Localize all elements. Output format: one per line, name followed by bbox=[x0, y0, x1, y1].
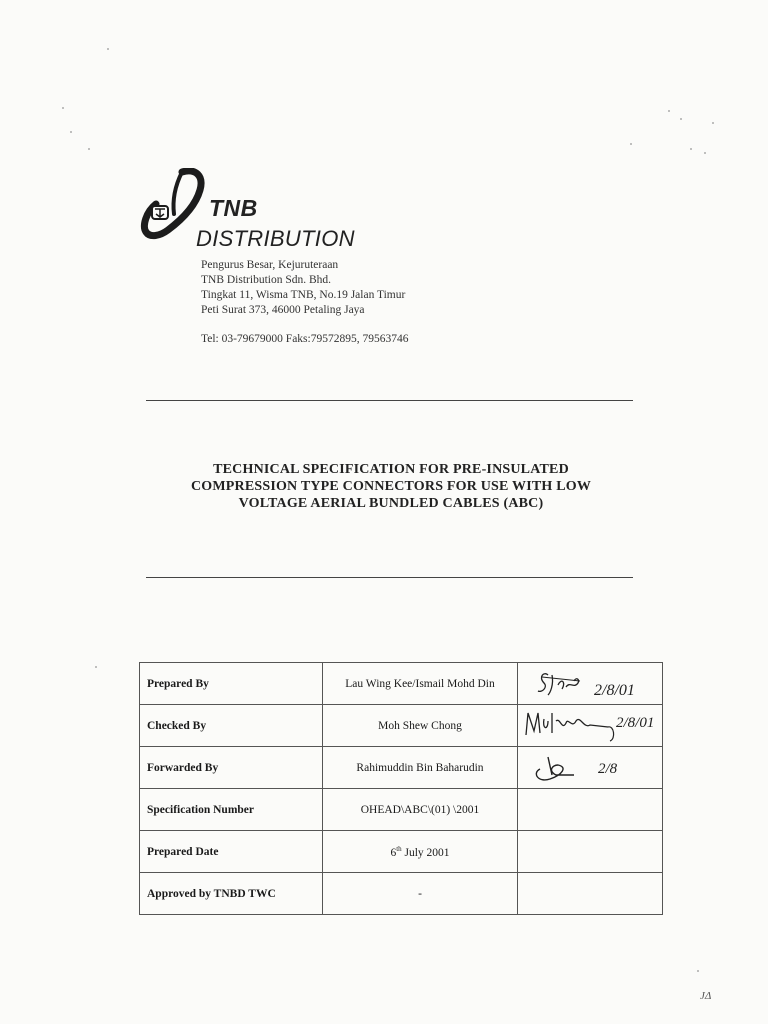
scan-speck bbox=[630, 143, 632, 145]
row-label: Checked By bbox=[140, 705, 323, 747]
address-line: Pengurus Besar, Kejuruteraan bbox=[201, 259, 339, 271]
table-row bbox=[140, 663, 663, 705]
signature-cell bbox=[518, 873, 663, 915]
table-row bbox=[140, 789, 663, 831]
date-day: 6 bbox=[390, 846, 397, 859]
signature-image bbox=[518, 663, 662, 704]
table-row bbox=[140, 873, 663, 915]
address-block bbox=[201, 258, 405, 318]
signature-image bbox=[518, 705, 662, 746]
signature-date: 2/8 bbox=[598, 761, 618, 777]
signature-image bbox=[518, 747, 662, 788]
title-line: COMPRESSION TYPE CONNECTORS FOR USE WITH LOW bbox=[190, 479, 592, 494]
date-rest: July 2001 bbox=[401, 846, 450, 859]
title-line: VOLTAGE AERIAL BUNDLED CABLES (ABC) bbox=[238, 496, 544, 511]
tnb-logo bbox=[138, 168, 355, 258]
row-value: Rahimuddin Bin Baharudin bbox=[323, 747, 518, 789]
signature-cell bbox=[518, 705, 663, 747]
row-value bbox=[323, 831, 518, 873]
scan-speck bbox=[690, 148, 692, 150]
row-label: Approved by TNBD TWC bbox=[140, 873, 323, 915]
scan-speck bbox=[95, 666, 97, 668]
logo-brand-text: TNB bbox=[209, 195, 258, 221]
table-row bbox=[140, 831, 663, 873]
signature-date: 2/8/01 bbox=[616, 715, 655, 731]
approval-table bbox=[139, 662, 663, 915]
row-value: OHEAD\ABC\(01) \2001 bbox=[323, 789, 518, 831]
address-line: TNB Distribution Sdn. Bhd. bbox=[201, 274, 332, 286]
scan-speck bbox=[88, 148, 90, 150]
signature-cell bbox=[518, 789, 663, 831]
row-label: Specification Number bbox=[140, 789, 323, 831]
date-suffix: th bbox=[396, 844, 402, 853]
title-line: TECHNICAL SPECIFICATION FOR PRE-INSULATED bbox=[213, 462, 569, 477]
contact-line: Tel: 03-79679000 Faks:79572895, 79563746 bbox=[201, 333, 409, 345]
scan-speck bbox=[70, 131, 72, 133]
row-value: - bbox=[323, 873, 518, 915]
table-row bbox=[140, 705, 663, 747]
logo-division-text: DISTRIBUTION bbox=[196, 226, 355, 251]
signature-cell bbox=[518, 831, 663, 873]
page-corner-mark: JΔ bbox=[700, 990, 712, 1002]
row-label: Prepared By bbox=[140, 663, 323, 705]
address-line: Peti Surat 373, 46000 Petaling Jaya bbox=[201, 304, 365, 316]
row-value: Moh Shew Chong bbox=[323, 705, 518, 747]
divider-top bbox=[146, 400, 633, 401]
scan-speck bbox=[668, 110, 670, 112]
divider-bottom bbox=[146, 577, 633, 578]
scan-speck bbox=[62, 107, 64, 109]
table-row bbox=[140, 747, 663, 789]
row-label: Prepared Date bbox=[140, 831, 323, 873]
address-line: Tingkat 11, Wisma TNB, No.19 Jalan Timur bbox=[201, 289, 406, 301]
document-title bbox=[130, 461, 652, 512]
row-label: Forwarded By bbox=[140, 747, 323, 789]
row-value: Lau Wing Kee/Ismail Mohd Din bbox=[323, 663, 518, 705]
scan-speck bbox=[712, 122, 714, 124]
signature-date: 2/8/01 bbox=[594, 682, 635, 699]
scan-speck bbox=[680, 118, 682, 120]
signature-cell bbox=[518, 747, 663, 789]
signature-cell bbox=[518, 663, 663, 705]
scan-speck bbox=[107, 48, 109, 50]
scan-speck bbox=[697, 970, 699, 972]
scan-speck bbox=[704, 152, 706, 154]
